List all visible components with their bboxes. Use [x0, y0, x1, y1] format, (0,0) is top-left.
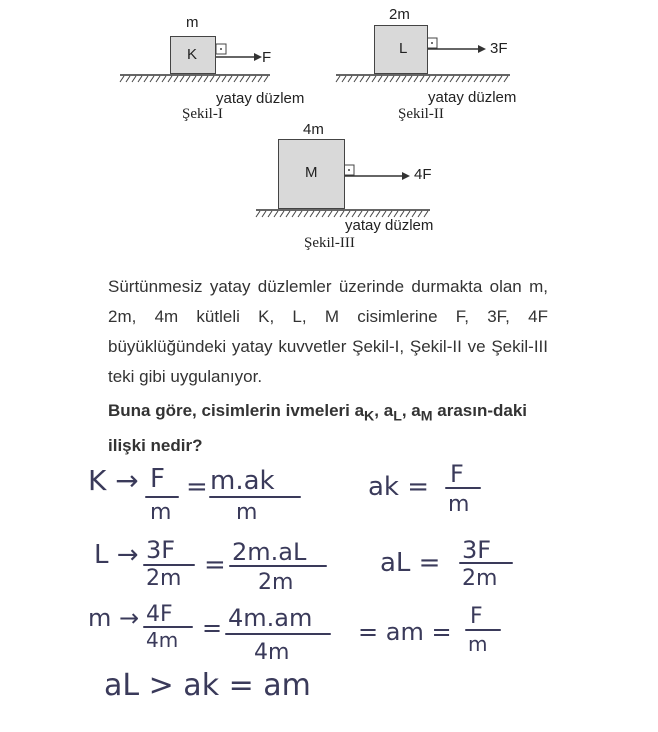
hw3-eq: = — [202, 614, 223, 642]
question-text: Sürtünmesiz yatay düzlemler üzerinde durmakta olan m, 2m, 4m kütleli K, L, M cisimlerine F, 3F, 4F büyüklüğündeki yatay kuvvetler Şekil-I, Şekil-II ve Şekil-III teki gibi uygulanıyor. — [108, 277, 548, 386]
mass-label-k: m — [186, 14, 199, 31]
caption-3: Şekil-III — [304, 235, 355, 251]
hw1-num1: F — [150, 464, 165, 494]
force-label-k: F — [262, 49, 272, 66]
surface-label-2: yatay düzlem — [428, 89, 517, 106]
surface-label-3: yatay düzlem — [345, 217, 434, 234]
mass-label-m: 4m — [303, 121, 324, 138]
sub-l: L — [393, 408, 402, 425]
sub-m: M — [420, 408, 433, 425]
mass-label-l: 2m — [389, 6, 410, 23]
hw3-num2: 4m.am — [228, 604, 313, 632]
hw2-res-lhs: aL = — [380, 548, 441, 578]
hw1-lhs: K → — [88, 464, 139, 497]
block-m-label: M — [305, 164, 318, 181]
force-label-l: 3F — [490, 40, 508, 57]
hw-conclusion: aL > ak = am — [104, 668, 311, 703]
sub-k: K — [364, 408, 375, 425]
hw2-lhs: L → — [94, 540, 139, 570]
hw3-res-num: F — [470, 604, 483, 629]
hw1-res-num: F — [450, 460, 464, 488]
hw3-den1: 4m — [146, 628, 179, 652]
hw2-eq: = — [204, 550, 226, 580]
hw2-den1: 2m — [146, 566, 182, 591]
prompt-suffix: arasın-daki ilişki nedir? — [108, 401, 528, 456]
hw1-den1: m — [150, 500, 172, 525]
caption-2: Şekil-II — [398, 106, 444, 122]
hw2-num2: 2m.aL — [232, 538, 307, 566]
prompt-prefix: Buna göre, cisimlerin ivmeleri a — [108, 401, 365, 420]
prompt-sep2: , a — [401, 401, 421, 420]
hw3-res-den: m — [468, 632, 488, 656]
hw1-den2: m — [236, 500, 258, 525]
hw1-res-lhs: ak = — [368, 472, 430, 502]
block-k-label: K — [187, 46, 198, 63]
hw3-num1: 4F — [146, 602, 173, 627]
hw3-lhs: m → — [88, 604, 140, 632]
force-label-m: 4F — [414, 166, 432, 183]
surface-label-1: yatay düzlem — [216, 90, 305, 107]
hw2-num1: 3F — [146, 536, 176, 564]
hw2-res-den: 2m — [462, 566, 498, 591]
hw1-num2: m.ak — [210, 466, 275, 496]
hw2-den2: 2m — [258, 570, 294, 595]
hw2-res-num: 3F — [462, 536, 492, 564]
block-l-label: L — [399, 40, 408, 57]
hw3-res-lhs: = am = — [358, 618, 452, 646]
hw1-eq: = — [186, 472, 208, 502]
prompt-sep1: , a — [374, 401, 394, 420]
hw3-den2: 4m — [254, 640, 290, 665]
hw1-res-den: m — [448, 492, 470, 517]
caption-1: Şekil-I — [182, 106, 223, 122]
